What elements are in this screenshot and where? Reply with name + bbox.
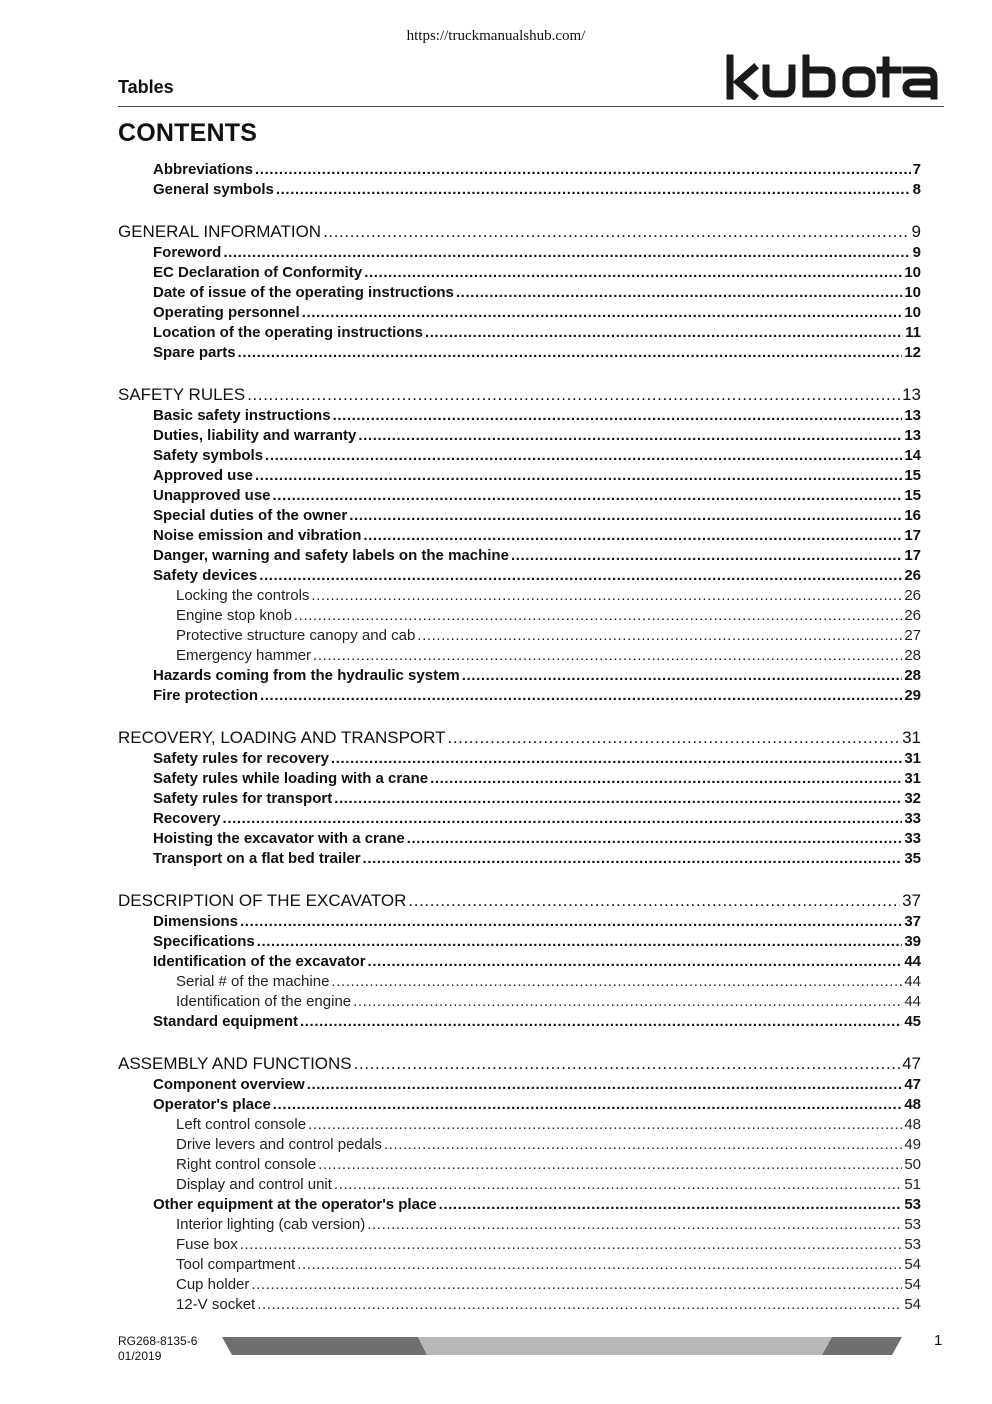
dot-leader [276, 180, 911, 200]
dot-leader [417, 626, 902, 646]
toc-entry[interactable] [118, 1295, 921, 1315]
toc-entry[interactable] [118, 890, 921, 912]
toc-entry-page: 17 [904, 547, 921, 564]
toc-entry[interactable] [118, 829, 921, 849]
toc-entry-page: 53 [904, 1236, 921, 1253]
toc-entry-page: 31 [904, 770, 921, 787]
toc-entry-page: 44 [904, 973, 921, 990]
toc-entry-page: 54 [904, 1256, 921, 1273]
toc-entry-title: EC Declaration of Conformity [153, 264, 363, 281]
toc-entry-page: 26 [904, 607, 921, 624]
toc-entry-title: Right control console [176, 1156, 317, 1173]
dot-leader [307, 1075, 903, 1095]
toc-entry-title: Noise emission and vibration [153, 527, 362, 544]
toc-entry-page: 14 [904, 447, 921, 464]
toc-entry[interactable] [118, 180, 921, 200]
toc-entry-page: 33 [904, 830, 921, 847]
toc-entry-title: Standard equipment [153, 1013, 299, 1030]
toc-entry-title: Approved use [153, 467, 254, 484]
toc-entry-page: 37 [904, 913, 921, 930]
toc-entry-title: Spare parts [153, 344, 236, 361]
toc-entry-title: Fire protection [153, 687, 259, 704]
toc-entry[interactable] [118, 646, 921, 666]
toc-entry[interactable] [118, 283, 921, 303]
toc-entry-title: Emergency hammer [176, 647, 312, 664]
toc-entry[interactable] [118, 426, 921, 446]
dot-leader [240, 1235, 903, 1255]
toc-entry-title: Special duties of the owner [153, 507, 348, 524]
toc-entry-title: Safety rules for recovery [153, 750, 329, 767]
toc-entry[interactable] [118, 566, 921, 586]
toc-entry-title: RECOVERY, LOADING AND TRANSPORT [118, 728, 446, 747]
toc-entry-title: Serial # of the machine [176, 973, 330, 990]
toc-entry-page: 16 [904, 507, 921, 524]
toc-entry-page: 54 [904, 1276, 921, 1293]
toc-entry[interactable] [118, 1053, 921, 1075]
toc-entry-title: Hoisting the excavator with a crane [153, 830, 405, 847]
dot-leader [257, 1295, 902, 1315]
dot-leader [368, 952, 903, 972]
dot-leader [223, 243, 910, 263]
toc-entry-page: 28 [904, 667, 921, 684]
toc-entry-page: 32 [904, 790, 921, 807]
toc-entry-page: 29 [904, 687, 921, 704]
dot-leader [384, 1135, 902, 1155]
toc-entry-page: 10 [904, 304, 921, 321]
dot-leader [407, 829, 903, 849]
toc-entry-page: 53 [904, 1216, 921, 1233]
toc-entry[interactable] [118, 486, 921, 506]
toc-entry-page: 15 [904, 487, 921, 504]
toc-entry-page: 33 [904, 810, 921, 827]
toc-entry-page: 9 [911, 222, 921, 241]
page-number: 1 [934, 1332, 943, 1349]
toc-entry-page: 26 [904, 567, 921, 584]
toc-entry-title: Abbreviations [153, 161, 254, 178]
toc-entry[interactable] [118, 1115, 921, 1135]
toc-entry[interactable] [118, 343, 921, 363]
toc-entry-title: Engine stop knob [176, 607, 292, 624]
dot-leader [273, 1095, 903, 1115]
toc-entry-title: Safety rules for transport [153, 790, 333, 807]
toc-entry-title: Hazards coming from the hydraulic system [153, 667, 460, 684]
footer-decorative-bar [222, 1336, 902, 1356]
dot-leader [308, 1115, 902, 1135]
toc-entry-title: DESCRIPTION OF THE EXCAVATOR [118, 891, 407, 910]
toc-entry[interactable] [118, 912, 921, 932]
doc-date: 01/2019 [118, 1349, 162, 1363]
toc-entry-page: 28 [904, 647, 921, 664]
dot-leader [300, 1012, 902, 1032]
toc-entry-title: Duties, liability and warranty [153, 427, 357, 444]
toc-entry[interactable] [118, 506, 921, 526]
toc-entry-title: Fuse box [176, 1236, 238, 1253]
toc-entry[interactable] [118, 243, 921, 263]
dot-leader [333, 406, 903, 426]
toc-entry[interactable] [118, 446, 921, 466]
dot-leader [364, 263, 902, 283]
toc-entry[interactable] [118, 303, 921, 323]
toc-entry-title: SAFETY RULES [118, 385, 246, 404]
toc-entry-page: 17 [904, 527, 921, 544]
toc-entry-title: Specifications [153, 933, 255, 950]
toc-entry-page: 7 [912, 161, 921, 178]
dot-leader [425, 323, 903, 343]
toc-entry[interactable] [118, 1075, 921, 1095]
toc-entry-page: 13 [904, 407, 921, 424]
toc-entry-page: 47 [902, 1054, 921, 1073]
toc-entry[interactable] [118, 606, 921, 626]
toc-entry[interactable] [118, 686, 921, 706]
toc-entry[interactable] [118, 626, 921, 646]
dot-leader [273, 486, 903, 506]
toc-entry[interactable] [118, 1215, 921, 1235]
toc-entry[interactable] [118, 1175, 921, 1195]
dot-leader [334, 789, 902, 809]
toc-entry-title: Display and control unit [176, 1176, 332, 1193]
dot-leader [334, 1175, 902, 1195]
toc-entry-title: Protective structure canopy and cab [176, 627, 416, 644]
toc-entry-page: 13 [904, 427, 921, 444]
dot-leader [408, 890, 900, 912]
toc-entry[interactable] [118, 952, 921, 972]
toc-entry[interactable] [118, 992, 921, 1012]
toc-entry[interactable] [118, 727, 921, 749]
dot-leader [251, 1275, 902, 1295]
toc-entry-title: Safety symbols [153, 447, 264, 464]
toc-entry-title: General symbols [153, 181, 274, 198]
toc-entry[interactable] [118, 809, 921, 829]
dot-leader [318, 1155, 902, 1175]
dot-leader [354, 1053, 900, 1075]
toc-entry[interactable] [118, 546, 921, 566]
toc-entry[interactable] [118, 1095, 921, 1115]
dot-leader [260, 686, 902, 706]
dot-leader [240, 912, 902, 932]
toc-entry-title: Tool compartment [176, 1256, 296, 1273]
toc-entry-page: 45 [904, 1013, 921, 1030]
dot-leader [302, 303, 903, 323]
contents-title: CONTENTS [118, 119, 258, 147]
toc-entry[interactable] [118, 466, 921, 486]
toc-entry[interactable] [118, 932, 921, 952]
toc-entry-page: 48 [904, 1116, 921, 1133]
dot-leader [323, 221, 909, 243]
toc-entry-page: 44 [904, 993, 921, 1010]
toc-entry[interactable] [118, 749, 921, 769]
dot-leader [255, 160, 911, 180]
toc-entry-page: 48 [904, 1096, 921, 1113]
dot-leader [259, 566, 902, 586]
dot-leader [462, 666, 903, 686]
dot-leader [223, 809, 903, 829]
toc-entry-title: Other equipment at the operator's place [153, 1196, 437, 1213]
toc-entry-page: 26 [904, 587, 921, 604]
toc-entry[interactable] [118, 323, 921, 343]
dot-leader [331, 972, 902, 992]
toc-entry-page: 31 [904, 750, 921, 767]
dot-leader [367, 1215, 902, 1235]
dot-leader [255, 466, 902, 486]
toc-entry-page: 12 [904, 344, 921, 361]
toc-entry-title: Component overview [153, 1076, 305, 1093]
toc-entry[interactable] [118, 160, 921, 180]
dot-leader [349, 506, 902, 526]
toc-entry-title: Left control console [176, 1116, 307, 1133]
dot-leader [313, 646, 902, 666]
dot-leader [247, 384, 900, 406]
toc-entry-page: 39 [904, 933, 921, 950]
toc-entry-title: 12-V socket [176, 1296, 256, 1313]
toc-entry-title: Safety devices [153, 567, 258, 584]
toc-entry[interactable] [118, 789, 921, 809]
toc-entry-page: 53 [904, 1196, 921, 1213]
toc-entry-title: Foreword [153, 244, 222, 261]
toc-entry-title: Location of the operating instructions [153, 324, 423, 341]
dot-leader [294, 606, 902, 626]
toc-entry[interactable] [118, 1275, 921, 1295]
toc-entry-title: Safety rules while loading with a crane [153, 770, 429, 787]
table-of-contents [118, 160, 921, 1315]
toc-entry-page: 10 [904, 284, 921, 301]
source-url[interactable]: https://truckmanualshub.com/ [406, 28, 586, 44]
dot-leader [297, 1255, 902, 1275]
toc-entry[interactable] [118, 849, 921, 869]
toc-entry-title: Identification of the engine [176, 993, 352, 1010]
toc-entry-page: 27 [904, 627, 921, 644]
toc-entry-title: Recovery [153, 810, 221, 827]
toc-entry-title: Operator's place [153, 1096, 271, 1113]
toc-entry[interactable] [118, 972, 921, 992]
toc-entry-page: 31 [902, 728, 921, 747]
toc-entry-page: 10 [904, 264, 921, 281]
toc-entry-title: Basic safety instructions [153, 407, 331, 424]
toc-entry[interactable] [118, 769, 921, 789]
toc-entry-page: 44 [904, 953, 921, 970]
dot-leader [448, 727, 901, 749]
toc-entry[interactable] [118, 1235, 921, 1255]
toc-entry-title: Date of issue of the operating instructions [153, 284, 454, 301]
toc-entry[interactable] [118, 526, 921, 546]
toc-entry-title: Cup holder [176, 1276, 250, 1293]
toc-entry-page: 54 [904, 1296, 921, 1313]
dot-leader [238, 343, 903, 363]
dot-leader [353, 992, 902, 1012]
toc-entry[interactable] [118, 406, 921, 426]
dot-leader [511, 546, 902, 566]
toc-entry-title: Interior lighting (cab version) [176, 1216, 366, 1233]
toc-entry[interactable] [118, 666, 921, 686]
dot-leader [363, 849, 903, 869]
toc-entry[interactable] [118, 1155, 921, 1175]
toc-entry-page: 35 [904, 850, 921, 867]
toc-entry-title: ASSEMBLY AND FUNCTIONS [118, 1054, 352, 1073]
toc-entry-page: 11 [905, 324, 921, 341]
dot-leader [257, 932, 903, 952]
doc-code: RG268-8135-6 [118, 1334, 198, 1348]
toc-entry-page: 15 [904, 467, 921, 484]
toc-entry[interactable] [118, 1255, 921, 1275]
section-label: Tables [118, 77, 174, 97]
header-rule [118, 106, 944, 107]
dot-leader [311, 586, 902, 606]
dot-leader [358, 426, 902, 446]
toc-entry-title: Locking the controls [176, 587, 310, 604]
toc-entry-page: 8 [912, 181, 921, 198]
kubota-logo [724, 54, 942, 100]
toc-entry-title: Drive levers and control pedals [176, 1136, 382, 1153]
toc-entry[interactable] [118, 1135, 921, 1155]
toc-entry[interactable] [118, 221, 921, 243]
toc-entry-title: Unapproved use [153, 487, 271, 504]
toc-entry[interactable] [118, 1195, 921, 1215]
toc-entry-title: Danger, warning and safety labels on the machine [153, 547, 509, 564]
toc-entry[interactable] [118, 586, 921, 606]
toc-entry[interactable] [118, 1012, 921, 1032]
toc-entry-page: 13 [902, 385, 921, 404]
toc-entry-page: 9 [912, 244, 921, 261]
toc-entry[interactable] [118, 384, 921, 406]
toc-entry-title: Dimensions [153, 913, 239, 930]
toc-entry-title: GENERAL INFORMATION [118, 222, 322, 241]
toc-entry-page: 47 [904, 1076, 921, 1093]
toc-entry-page: 37 [902, 891, 921, 910]
toc-entry-title: Transport on a flat bed trailer [153, 850, 361, 867]
dot-leader [331, 749, 902, 769]
toc-entry-title: Operating personnel [153, 304, 300, 321]
toc-entry-page: 49 [904, 1136, 921, 1153]
toc-entry-title: Identification of the excavator [153, 953, 366, 970]
footer-doc-info [118, 1334, 197, 1364]
toc-entry[interactable] [118, 263, 921, 283]
dot-leader [265, 446, 902, 466]
dot-leader [439, 1195, 903, 1215]
dot-leader [456, 283, 902, 303]
toc-entry-page: 51 [904, 1176, 921, 1193]
dot-leader [430, 769, 902, 789]
dot-leader [363, 526, 902, 546]
toc-entry-page: 50 [904, 1156, 921, 1173]
